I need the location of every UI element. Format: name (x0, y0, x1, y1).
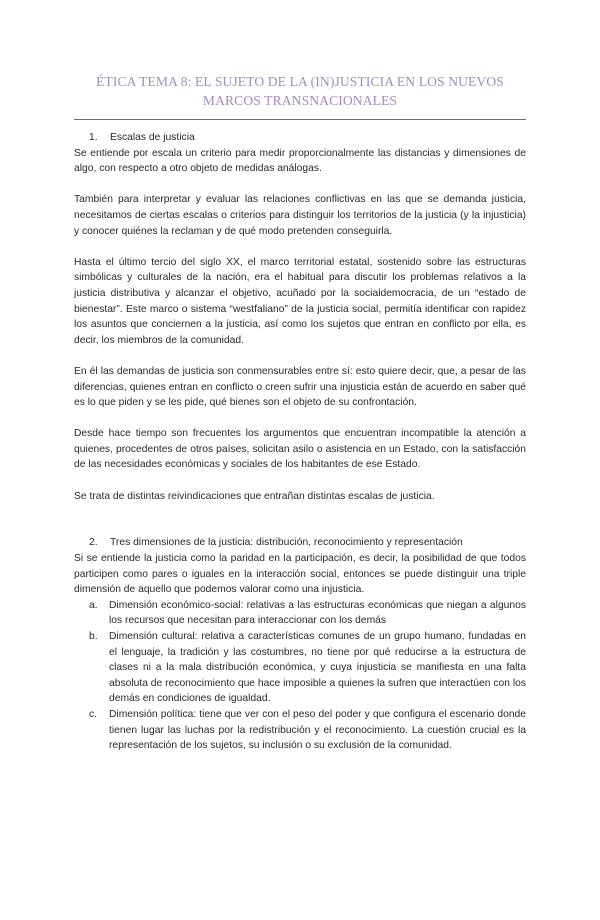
section-2-intro: Si se entiende la justicia como la paridad en la participación, es decir, la posibilidad de que todos participen como pares o iguales en la interacción social, entonces se puede distinguir una triple dimensión de aquello que podemos valorar como una injusticia. (74, 553, 526, 596)
list-item (74, 629, 526, 707)
list-marker: a. (89, 599, 98, 611)
dimensions-list (74, 598, 526, 754)
document-title (74, 72, 526, 110)
paragraph: Se trata de distintas reivindicaciones que entrañan distintas escalas de justicia. (74, 490, 435, 502)
list-marker: b. (89, 631, 98, 642)
list-item-text: Dimensión política: tiene que ver con el peso del poder y que configura el escenario donde tienen lugar las luchas por la redistribución y el reconocimiento. La cuestión crucial es la representación de los sujetos, su inclusión o su exclusión de la comunidad. (109, 708, 526, 752)
list-item (74, 707, 526, 754)
list-item-text: Dimensión cultural: relativa a características comunes de un grupo humano, fundadas en el lenguaje, la tradición y las costumbres, no tiene por qué reducirse a la estructura de clases ni a la mala distribución económica, y cuya injusticia se manifiesta en una falta absoluta de reconocimiento que hace imposible a quienes la sufren que interactúen con los demás en condiciones de igualdad. (109, 631, 526, 705)
paragraph: Se entiende por escala un criterio para medir proporcionalmente las distancias y dimensiones de algo, con respecto a otro objeto de medidas análogas. (74, 147, 526, 175)
document-page (0, 72, 600, 920)
section-2-title: Tres dimensiones de la justicia: distribución, reconocimiento y representación (110, 537, 463, 549)
paragraph: También para interpretar y evaluar las relaciones conflictivas en las que se demanda justicia, necesitamos de ciertas escalas o criterios para distinguir los territorios de la justicia (y la injusticia) y conocer quiénes la reclaman y de qué modo pretenden conseguirla. (74, 194, 526, 237)
section-2-heading (74, 535, 526, 551)
list-item-text: Dimensión económico-social: relativas a las estructuras económicas que niegan a algunos los recursos que necesitan para interaccionar con los demás (109, 599, 526, 627)
title-line-1: ÉTICA TEMA 8: EL SUJETO DE LA (IN)JUSTICIA EN LOS NUEVOS (96, 74, 504, 89)
section-2-number: 2. (89, 537, 98, 549)
section-1-number: 1. (89, 132, 98, 143)
paragraph: En él las demandas de justicia son conmensurables entre sí: esto quiere decir, que, a pesar de las diferencias, quienes entran en conflicto o creen sufrir una injusticia están de acuerdo en saber qué es lo que piden y se les pide, qué bienes son el objeto de su confrontación. (74, 365, 526, 409)
paragraph: Hasta el último tercio del siglo XX, el marco territorial estatal, sostenido sobre las estructuras simbólicas y culturales de la nación, era el habitual para discutir los problemas relativos a la justicia distributiva y alcanzar el objetivo, acuñado por la socialdemocracia, de un “estado de bienestar”. Este marco o sistema “westfaliano” de la justicia social, permitía identificar con rapidez los asuntos que conciernen a la justicia, así como los sujetos que entran en conflicto por ella, es decir, los miembros de la comunidad. (74, 256, 526, 346)
list-marker: c. (89, 708, 98, 720)
paragraph: Desde hace tiempo son frecuentes los argumentos que encuentran incompatible la atención a quienes, procedentes de otros países, solicitan asilo o asistencia en un Estado, con la satisfacción de las necesidades económicas y sociales de los habitantes de ese Estado. (74, 428, 526, 471)
title-line-2: MARCOS TRANSNACIONALES (202, 93, 398, 108)
section-1-heading (74, 130, 526, 146)
section-1-title: Escalas de justicia (110, 132, 195, 143)
list-item (74, 598, 526, 629)
